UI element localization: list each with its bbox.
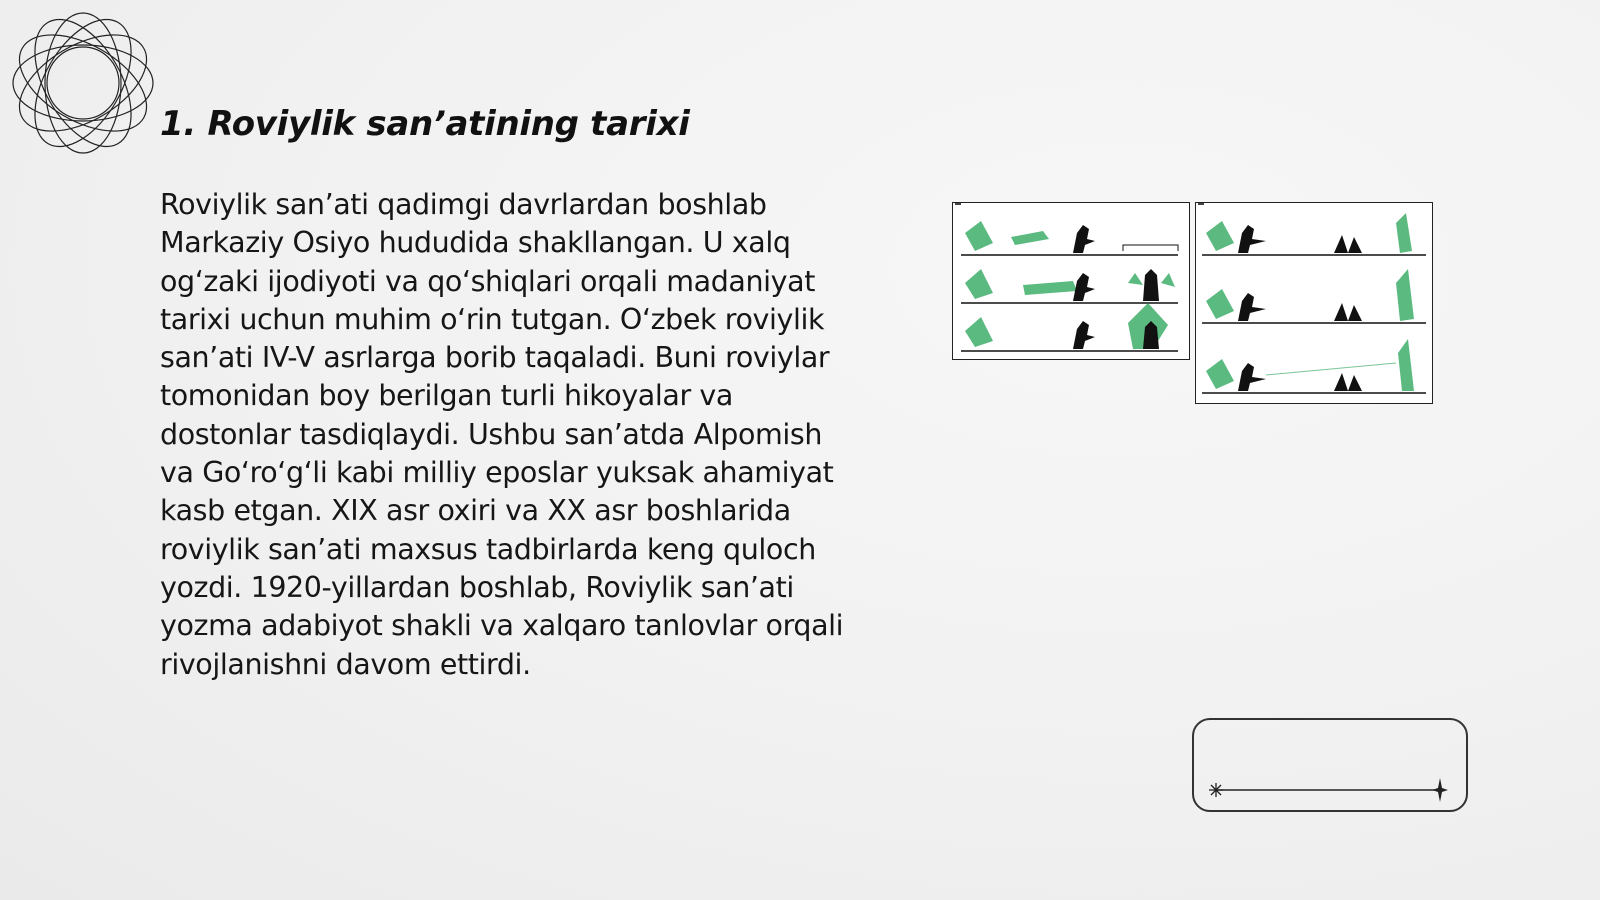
comic-illustration bbox=[950, 198, 1450, 408]
timeline-box bbox=[1192, 718, 1468, 812]
timeline-drawing bbox=[1194, 720, 1466, 810]
comic-panel-right bbox=[1195, 202, 1433, 404]
panel-tag bbox=[1198, 203, 1204, 205]
sparkle-icon bbox=[1432, 778, 1448, 802]
starburst-icon bbox=[1209, 783, 1223, 797]
page-title: 1. Roviylik san’atining tarixi bbox=[160, 104, 690, 144]
panel-tag bbox=[955, 203, 961, 205]
body-paragraph: Roviylik san’ati qadimgi davrlardan boshlab Markaziy Osiyo hududida shakllangan. U xalq og‘zaki ijodiyoti va qo‘shiqlari orqali madaniyat tarixi uchun muhim o‘rin tutgan. O‘zbek roviylik san’ati IV-V asrlarga borib taqaladi. Buni roviylar tomonidan boy berilgan turli hikoyalar va dostonlar tasdiqlaydi. Ushbu san’atda Alpomish va Go‘ro‘g‘li kabi milliy eposlar yuksak ahamiyat kasb etgan. XIX asr oxiri va XX asr boshlarida roviylik san’ati maxsus tadbirlarda keng quloch yozdi. 1920-yillardan boshlab, Roviylik san’ati yozma adabiyot shakli va xalqaro tanlovlar orqali rivojlanishni davom ettirdi. bbox=[160, 188, 844, 681]
comic-left-drawing bbox=[953, 203, 1189, 359]
comic-panel-left bbox=[952, 202, 1190, 360]
comic-right-drawing bbox=[1196, 203, 1432, 403]
wireframe-sphere-icon bbox=[8, 8, 158, 158]
